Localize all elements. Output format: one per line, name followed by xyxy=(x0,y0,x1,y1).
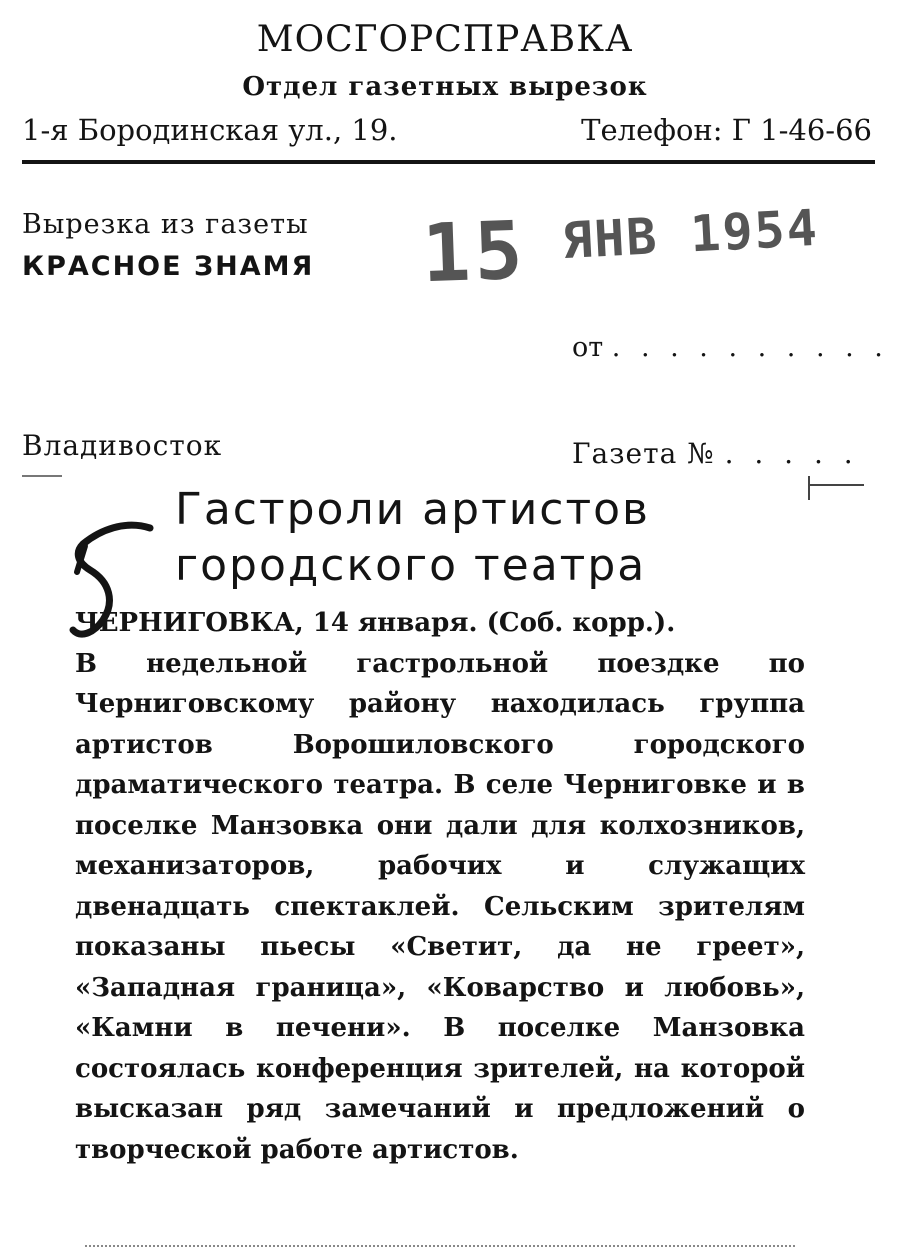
issue-number-row xyxy=(572,436,859,472)
agency-name: МОСГОРСПРАВКА xyxy=(256,19,634,60)
newspaper-name: КРАСНОЕ ЗНАМЯ xyxy=(22,251,315,282)
clip-corner-mark xyxy=(808,484,864,486)
header-divider xyxy=(22,160,875,164)
city-underline xyxy=(22,475,62,477)
department-name: Отдел газетных вырезок xyxy=(242,72,648,102)
headline-line-2: городского театра xyxy=(175,540,647,591)
issue-date-row xyxy=(572,330,889,366)
article-headline xyxy=(175,482,650,594)
article-dateline: ЧЕРНИГОВКА, 14 января. (Соб. корр.). xyxy=(75,608,676,638)
issue-date-label: от xyxy=(572,332,604,363)
article-paragraph: В недельной гастрольной поездке по Черниговскому району находилась группа артистов Ворошиловского городского драматического театра. В селе Черниговке и в поселке Манзовка они дали для колхозников, механизаторов, рабочих и служащих двенадцать спектаклей. Сельским зрителям показаны пьесы «Светит, да не греет», «Западная граница», «Коварство и любовь», «Камни в печени». В поселке Манзовка состоялась конференция зрителей, на которой высказан ряд замечаний и предложений о творческой работе артистов. xyxy=(75,648,805,1165)
agency-phone: Телефон: Г 1-46-66 xyxy=(581,113,872,147)
city-label: Владивосток xyxy=(22,429,223,462)
stamp-day: 15 xyxy=(420,203,528,300)
agency-address: 1-я Бородинская ул., 19. xyxy=(22,113,398,147)
clip-corner-mark-side xyxy=(808,476,810,500)
clip-from-label: Вырезка из газеты xyxy=(22,209,309,240)
bottom-divider xyxy=(85,1245,795,1247)
issue-date-dots: . . . . . . . . . . xyxy=(611,332,889,363)
issue-number-dots: . . . . . xyxy=(724,437,859,470)
date-stamp xyxy=(420,190,820,300)
article-body xyxy=(75,603,805,1170)
issue-number-label: Газета № xyxy=(572,437,715,470)
stamp-month-year: ЯНВ 1954 xyxy=(560,198,820,271)
headline-line-1: Гастроли артистов xyxy=(175,484,650,535)
